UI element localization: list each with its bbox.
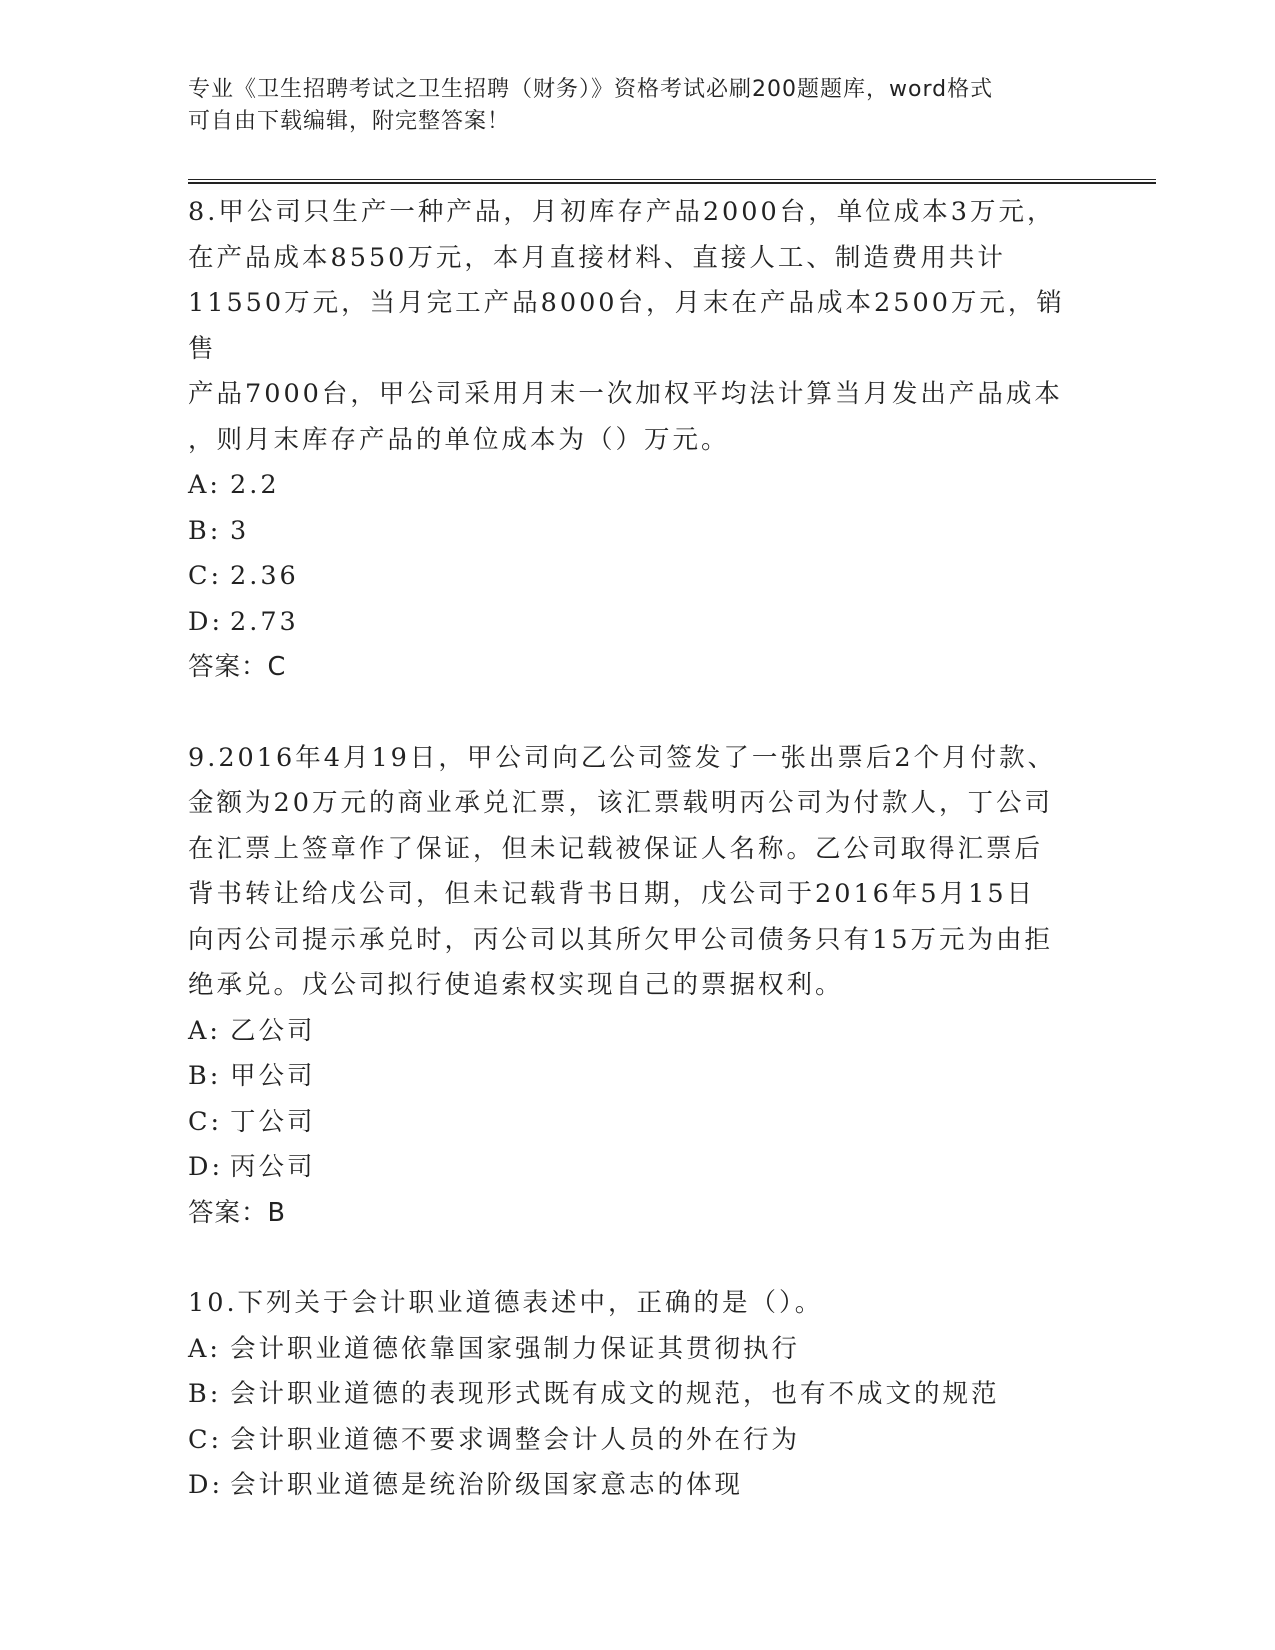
option-key: A: bbox=[188, 1333, 222, 1364]
question-list bbox=[188, 190, 1088, 1509]
option-value: 会计职业道德不要求调整会计人员的外在行为 bbox=[230, 1424, 801, 1455]
option-value: 会计职业道德依靠国家强制力保证其贯彻执行 bbox=[230, 1333, 801, 1364]
option-key: A: bbox=[188, 1015, 222, 1046]
option-a bbox=[188, 463, 1088, 509]
option-value: 2.36 bbox=[230, 561, 299, 591]
document-header bbox=[188, 74, 1088, 138]
option-key: D: bbox=[188, 1152, 224, 1182]
answer-label: 答案：C bbox=[188, 652, 287, 682]
option-d bbox=[188, 1145, 1088, 1191]
option-value: 乙公司 bbox=[230, 1015, 316, 1046]
option-key: A: bbox=[188, 470, 222, 500]
option-a bbox=[188, 1009, 1088, 1055]
option-key: C: bbox=[188, 561, 223, 591]
option-b bbox=[188, 509, 1088, 555]
option-value: 丙公司 bbox=[230, 1152, 316, 1182]
option-d bbox=[188, 1463, 1088, 1509]
question-text: 8.甲公司只生产一种产品，月初库存产品2000台，单位成本3万元， 在产品成本8550万元，本月直接材料、直接人工、制造费用共计 11550万元，当月完工产品8000台，月末在产品成本2500万元，销售 产品7000台，甲公司采用月末一次加权平均法计算当月发出产品成本 ，则月末库存产品的单位成本为（）万元。 bbox=[188, 197, 1065, 455]
option-key: D: bbox=[188, 1470, 224, 1500]
option-key: B: bbox=[188, 1379, 222, 1409]
option-key: B: bbox=[188, 515, 222, 546]
question-text: 10.下列关于会计职业道德表述中，正确的是（）。 bbox=[188, 1288, 824, 1318]
header-divider bbox=[188, 179, 1156, 184]
option-key: C: bbox=[188, 1106, 223, 1137]
option-value: 2.73 bbox=[230, 606, 299, 637]
option-value: 3 bbox=[230, 515, 250, 546]
question-10 bbox=[188, 1281, 1088, 1509]
option-value: 会计职业道德的表现形式既有成文的规范，也有不成文的规范 bbox=[230, 1379, 1000, 1409]
question-spacer bbox=[188, 691, 1088, 736]
option-d bbox=[188, 600, 1088, 646]
option-value: 会计职业道德是统治阶级国家意志的体现 bbox=[230, 1470, 744, 1500]
option-b bbox=[188, 1372, 1088, 1418]
option-a bbox=[188, 1327, 1088, 1373]
option-value: 2.2 bbox=[230, 470, 280, 500]
option-c bbox=[188, 554, 1088, 600]
question-text: 9.2016年4月19日，甲公司向乙公司签发了一张出票后2个月付款、 金额为20万元的商业承兑汇票，该汇票载明丙公司为付款人，丁公司 在汇票上签章作了保证，但未记载被保证人名称。乙公司取得汇票后 背书转让给戊公司，但未记载背书日期，戊公司于2016年5月15日 向丙公司提示承兑时，丙公司以其所欠甲公司债务只有15万元为由拒 绝承兑。戊公司拟行使追索权实现自己的票据权利。 bbox=[188, 742, 1057, 1000]
option-key: C: bbox=[188, 1424, 223, 1455]
option-value: 甲公司 bbox=[230, 1061, 316, 1091]
header-line-1: 专业《卫生招聘考试之卫生招聘（财务）》资格考试必刷200题题库，word格式 bbox=[188, 77, 994, 102]
question-8 bbox=[188, 190, 1088, 691]
option-b bbox=[188, 1054, 1088, 1100]
question-spacer bbox=[188, 1236, 1088, 1281]
answer-label: 答案：B bbox=[188, 1197, 286, 1228]
header-line-2: 可自由下载编辑，附完整答案！ bbox=[188, 109, 511, 134]
option-value: 丁公司 bbox=[230, 1106, 316, 1137]
option-c bbox=[188, 1100, 1088, 1146]
option-key: B: bbox=[188, 1061, 222, 1091]
question-9 bbox=[188, 736, 1088, 1237]
option-key: D: bbox=[188, 606, 224, 637]
option-c bbox=[188, 1418, 1088, 1464]
